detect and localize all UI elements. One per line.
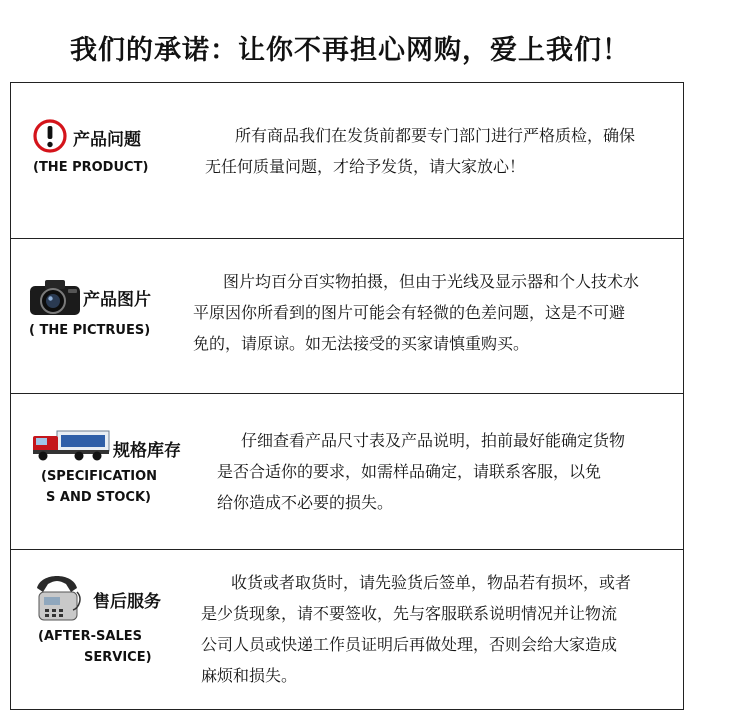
section-text: 所有商品我们在发货前都要专门部门进行严格质检，确保 无任何质量问题，才给予发货，请大家放心！ <box>205 126 636 176</box>
exclamation-icon <box>33 119 67 153</box>
section-subtitle: (THE PRODUCT) <box>33 160 149 175</box>
section-pictures <box>10 238 684 394</box>
section-specifications <box>10 393 684 550</box>
phone-icon <box>33 568 81 624</box>
section-subtitle: (SPECIFICATION S AND STOCK) <box>41 469 158 505</box>
section-text: 仔细查看产品尺寸表及产品说明，拍前最好能确定货物 是否合适你的要求，如需样品确定，请联系客服，以免 给你造成不必要的损失。 <box>217 431 626 512</box>
section-product <box>10 82 684 239</box>
section-title: 售后服务 <box>93 592 161 612</box>
camera-icon <box>27 277 83 317</box>
page-title: 我们的承诺：让你不再担心网购，爱上我们！ <box>70 35 630 66</box>
section-title: 规格库存 <box>113 441 181 461</box>
section-title: 产品图片 <box>83 290 151 310</box>
section-subtitle: (AFTER-SALES SERVICE) <box>38 629 152 665</box>
section-text: 图片均百分百实物拍摄，但由于光线及显示器和个人技术水 平原因你所看到的图片可能会有轻微的色差问题，这是不可避 免的，请原谅。如无法接受的买家请慎重购买。 <box>193 272 640 353</box>
section-after-sales <box>10 549 684 710</box>
section-text: 收货或者取货时，请先验货后签单，物品若有损坏，或者 是少货现象，请不要签收，先与客服联系说明情况并让物流 公司人员或快递工作员证明后再做处理，否则会给大家造成 麻烦和损失。 <box>201 573 632 685</box>
truck-icon <box>31 428 111 462</box>
section-subtitle: ( THE PICTRUES) <box>29 323 151 338</box>
section-title: 产品问题 <box>73 130 141 150</box>
